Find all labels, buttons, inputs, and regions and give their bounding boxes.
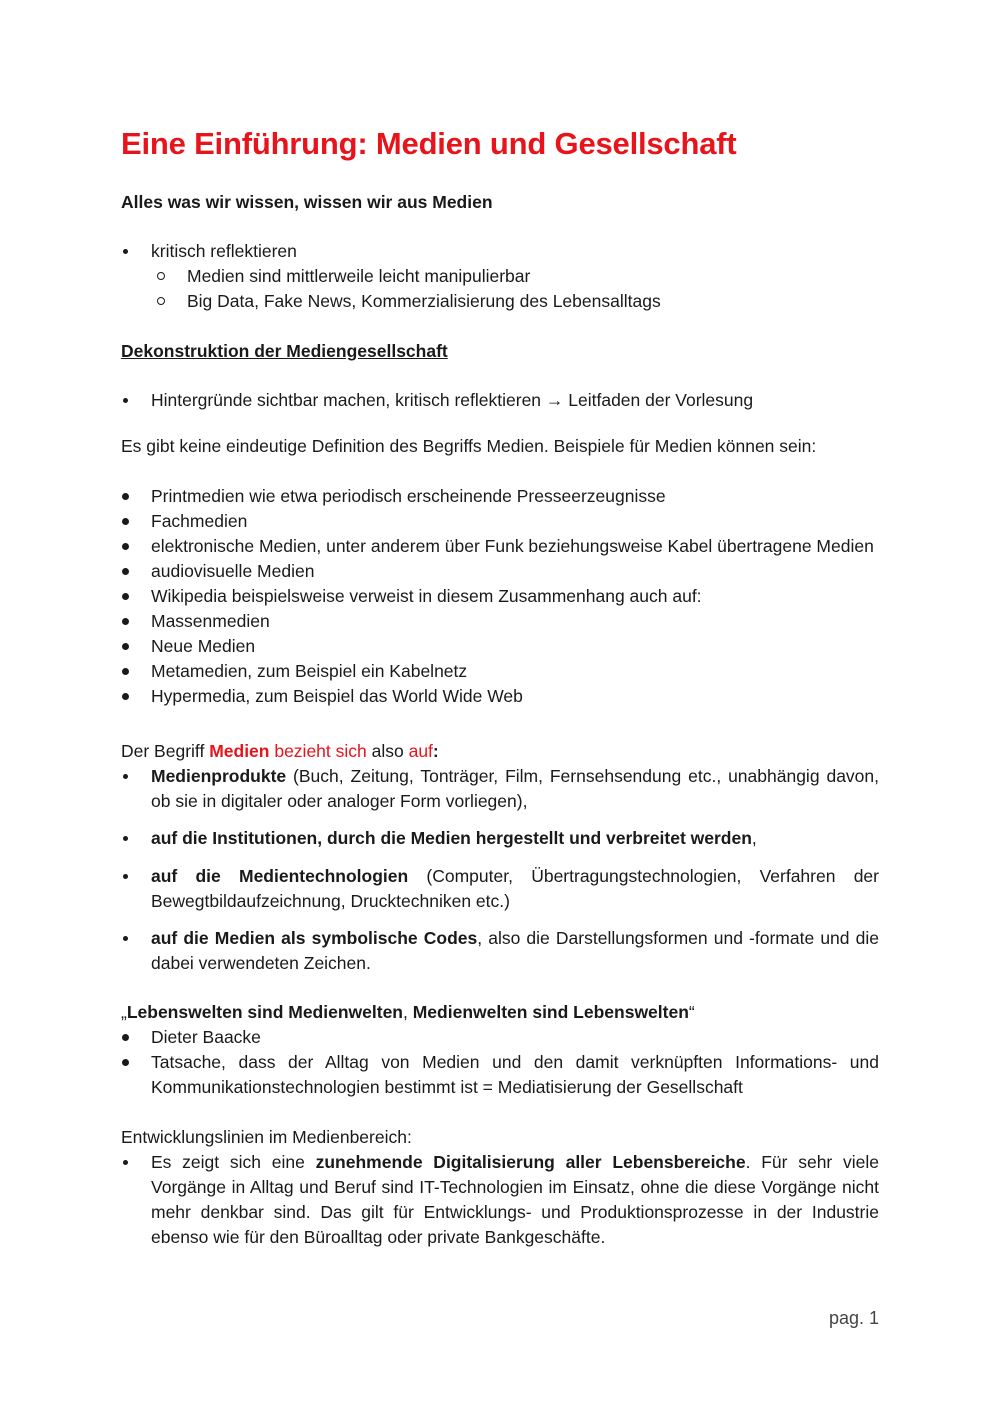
section-heading-medien: Alles was wir wissen, wissen wir aus Medien (121, 192, 493, 212)
reflection-list (121, 239, 879, 314)
list-item: auf die Institutionen, durch die Medien hergestellt und verbreitet werden, (121, 826, 879, 851)
list-item: elektronische Medien, unter anderem über Funk beziehungsweise Kabel übertragene Medien (121, 534, 879, 559)
list-item: Dieter Baacke (121, 1025, 879, 1050)
sub-list-item: Big Data, Fake News, Kommerzialisierung des Lebensalltags (121, 289, 879, 314)
list-item: Hypermedia, zum Beispiel das World Wide Web (121, 684, 879, 709)
list-item: Massenmedien (121, 609, 879, 634)
page-title: Eine Einführung: Medien und Gesellschaft (121, 126, 737, 161)
begriff-list (121, 764, 879, 976)
dekonstruktion-list (121, 388, 879, 413)
sub-list-item: Medien sind mittlerweile leicht manipulierbar (121, 264, 879, 289)
list-item: auf die Medien als symbolische Codes, also die Darstellungsformen und -formate und die dabei verwendeten Zeichen. (121, 926, 879, 976)
begriff-intro: Der Begriff Medien bezieht sich also auf: (121, 741, 439, 761)
media-examples-list (121, 484, 879, 709)
section-heading-dekonstruktion: Dekonstruktion der Mediengesellschaft (121, 341, 448, 361)
entwicklung-heading: Entwicklungslinien im Medienbereich: (121, 1127, 412, 1147)
page-content (121, 122, 879, 1250)
list-item: auf die Medientechnologien (Computer, Übertragungstechnologien, Verfahren der Bewegtbildaufzeichnung, Drucktechniken etc.) (121, 864, 879, 914)
list-item: Neue Medien (121, 634, 879, 659)
list-item: Es zeigt sich eine zunehmende Digitalisierung aller Lebensbereiche. Für sehr viele Vorgänge in Alltag und Beruf sind IT-Technologien im Einsatz, ohne die diese Vorgänge nicht mehr denkbar sind. Das gilt für Entwicklungs- und Produktionsprozesse in der Industrie ebenso wie für den Büroalltag oder private Bankgeschäfte. (121, 1150, 879, 1250)
entwicklung-list (121, 1150, 879, 1250)
list-item: Wikipedia beispielsweise verweist in diesem Zusammenhang auch auf: (121, 584, 879, 609)
definition-intro: Es gibt keine eindeutige Definition des Begriffs Medien. Beispiele für Medien können sein: (121, 436, 817, 456)
page-number: pag. 1 (828, 1308, 879, 1328)
list-item: kritisch reflektieren (121, 239, 879, 264)
list-item: Tatsache, dass der Alltag von Medien und den damit verknüpften Informations- und Kommunikationstechnologien bestimmt ist = Mediatisierung der Gesellschaft (121, 1050, 879, 1100)
list-item: audiovisuelle Medien (121, 559, 879, 584)
list-item: Fachmedien (121, 509, 879, 534)
list-item: Metamedien, zum Beispiel ein Kabelnetz (121, 659, 879, 684)
list-item: Medienprodukte (Buch, Zeitung, Tonträger, Film, Fernsehsendung etc., unabhängig davon, ob sie in digitaler oder analoger Form vorliegen), (121, 764, 879, 814)
quote-list (121, 1025, 879, 1100)
quote-heading: „Lebenswelten sind Medienwelten, Medienwelten sind Lebenswelten“ (121, 1002, 695, 1022)
list-item: Printmedien wie etwa periodisch erscheinende Presseerzeugnisse (121, 484, 879, 509)
list-item: Hintergründe sichtbar machen, kritisch reflektieren → Leitfaden der Vorlesung (121, 388, 879, 413)
